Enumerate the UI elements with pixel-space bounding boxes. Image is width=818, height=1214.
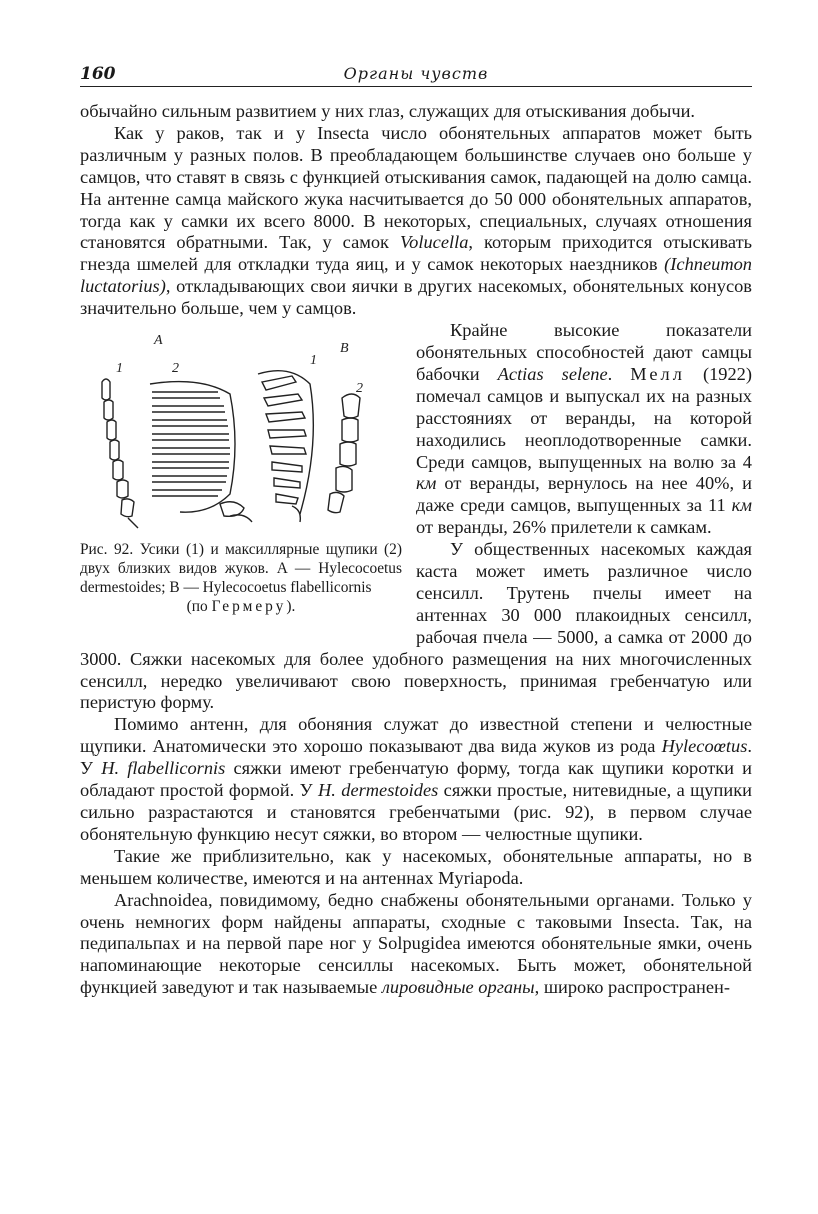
italic-run: км bbox=[731, 495, 752, 516]
antennae-illustration bbox=[80, 324, 402, 534]
caption-author: Гермеру bbox=[211, 598, 287, 616]
figure-label-1: 1 bbox=[116, 361, 123, 377]
paragraph bbox=[80, 123, 752, 320]
paragraph bbox=[80, 714, 752, 845]
caption-credit bbox=[80, 597, 402, 616]
text-run: . bbox=[607, 363, 631, 384]
text-run: Arachnoidea, повидимому, бедно снабжены обонятельными органами. Только у очень немногих форм найдены аппараты, сходные с таковыми Insecta. Так, на педипальпах и на первой паре ног у Solpugidea имеются обонятельные ямки, очень напоминающие некоторые сенсиллы насекомых. Быть может, обонятельной функцией заведуют и так называемые bbox=[80, 889, 752, 998]
italic-run: H. flabellicornis bbox=[101, 758, 226, 779]
antenna-b bbox=[258, 371, 313, 522]
figure-label-2: 2 bbox=[356, 381, 363, 397]
italic-run: км bbox=[416, 473, 437, 494]
italic-run: Hylecoœtus bbox=[661, 736, 748, 757]
page-number: 160 bbox=[80, 64, 116, 84]
figure-label-2: 2 bbox=[172, 361, 179, 377]
caption-credit-post: ). bbox=[286, 598, 296, 616]
text-run: Помимо антенн, для обоняния служат до известной степени и челюстные щупики. Анатомически это хорошо показывают два вида жуков из рода bbox=[80, 714, 752, 757]
text-run: сяжки простые, нитевидные, а щупики сильно разрастаются и становятся гребенчатыми (рис. 92), в первом случае обонятельную функцию несут сяжки, во втором — челюстные щупики. bbox=[80, 780, 752, 844]
figure-label-1: 1 bbox=[310, 353, 317, 369]
paragraph bbox=[80, 890, 752, 1000]
text-run: (1922) помечал самцов и выпускал их на разных расстояниях от веранды, на которой находились неоплодотворенные самки. Среди самцов, выпущенных на волю за 4 bbox=[416, 363, 752, 472]
caption-credit-pre: (по bbox=[186, 598, 212, 616]
italic-run: H. dermestoides bbox=[318, 780, 439, 801]
page bbox=[80, 60, 752, 999]
text-run: , которым приходится отыскивать гнезда шмелей для откладки туда яиц, и у самок некоторых наездников bbox=[80, 232, 752, 275]
palp-a bbox=[150, 382, 252, 522]
figure-label-b: B bbox=[340, 341, 349, 357]
text-run: Крайне высокие показатели обонятельных способностей дают самцы бабочки bbox=[416, 320, 752, 384]
text-run: , широко распространен- bbox=[534, 977, 730, 998]
text-run: , откладывающих свои яички в других насекомых, обонятельных конусов значительно больше, чем у самцов. bbox=[80, 276, 752, 319]
antenna-a bbox=[102, 379, 138, 528]
italic-run: Volucella bbox=[399, 232, 469, 253]
text-run: Как у раков, так и у Insecta число обонятельных аппаратов может быть различным у разных полов. В преобладающем большинстве случаев оно больше у самцов, что ставят в связь с функцией отыскивания самок, падающей на долю самца. На антенне самца майского жука насчитывается до 50 000 обонятельных аппаратов, тогда как у самки их всего 8000. В некоторых, специальных, случаях отношения становятся обратными. Так, у самок bbox=[80, 122, 752, 253]
palp-b bbox=[328, 394, 360, 513]
text-run: обычайно сильным развитием у них глаз, служащих для отыскивания добычи. bbox=[80, 101, 696, 121]
italic-run: лировидные органы bbox=[381, 977, 535, 998]
text-run: от веранды, 26% прилетели к самкам. bbox=[416, 517, 712, 538]
text-run: от веранды, вернулось на нее 40%, и даже среди самцов, выпущенных за 11 bbox=[416, 473, 752, 516]
italic-run: (Ichneumon luctatorius) bbox=[80, 254, 752, 297]
body-text bbox=[80, 101, 752, 999]
text-run: сяжки имеют гребенчатую форму, тогда как щупики коротки и обладают простой формой. У bbox=[80, 758, 753, 801]
paragraph bbox=[80, 846, 752, 890]
figure-label-a: A bbox=[154, 333, 163, 349]
paragraph bbox=[80, 101, 752, 123]
spaced-run: Мелл bbox=[630, 363, 685, 384]
italic-run: Actias selene bbox=[497, 363, 608, 384]
running-header bbox=[80, 60, 752, 87]
text-run: . У bbox=[80, 736, 752, 779]
text-run: У общественных насекомых каждая каста может иметь различное число сенсилл. Трутень пчелы имеет на антеннах 30 000 плакоидных сенсилл, рабочая пчела — 5000, а самка от 2000 до 3000. Сяжки насекомых для более удобного размещения на них многочисленных сенсилл, нередко увеличивают свою поверхность, принимая гребенчатую или перистую форму. bbox=[80, 539, 752, 713]
text-run: Такие же приблизительно, как у насекомых, обонятельные аппараты, но в меньшем количестве, имеются и на антеннах Myriapoda. bbox=[80, 845, 752, 888]
figure-caption bbox=[80, 540, 402, 616]
figure-92 bbox=[80, 324, 402, 644]
running-title: Органы чувств bbox=[343, 64, 489, 83]
caption-text: Рис. 92. Усики (1) и максиллярные щупики (2) двух близких видов жуков. A — Hylecocoetus dermestoides; B — Hylecocoetus flabellicornis bbox=[80, 541, 402, 597]
